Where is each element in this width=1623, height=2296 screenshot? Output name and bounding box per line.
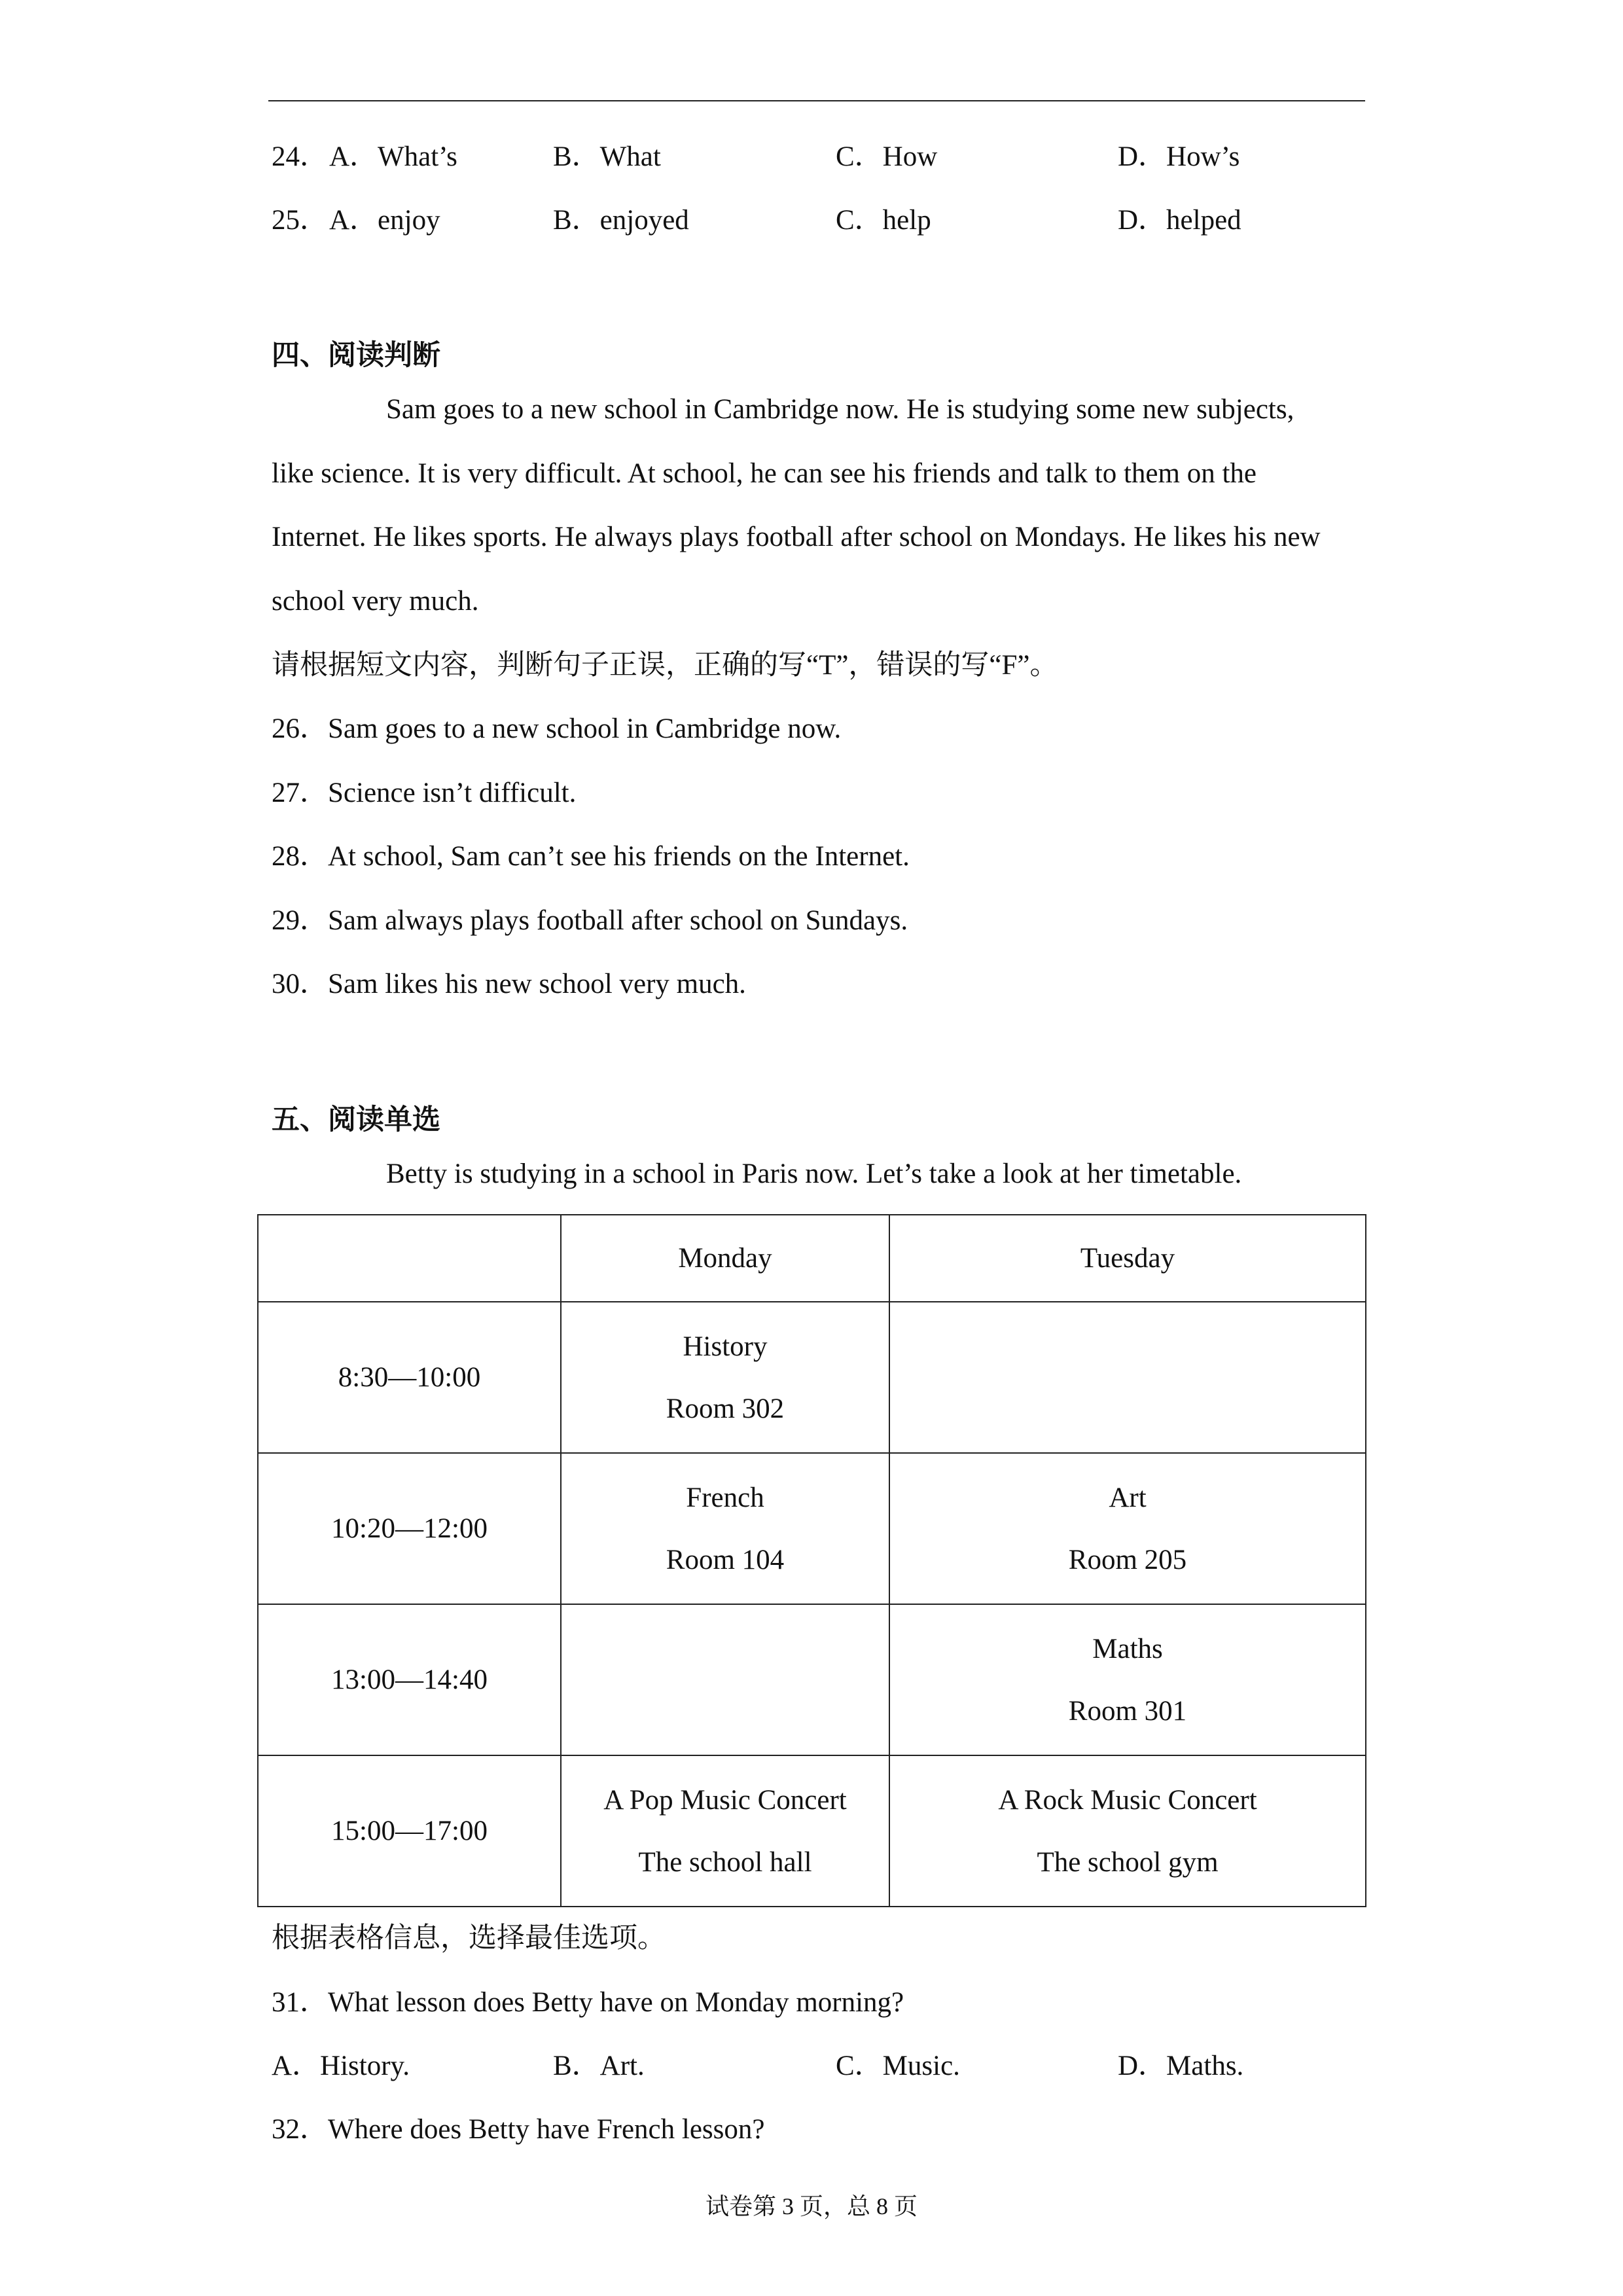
question-31-option-c: C．Music.: [836, 2051, 960, 2081]
timetable-monday-cell: [561, 1302, 889, 1453]
question-24-number: 24．: [272, 141, 328, 172]
question-24-option-a: A．What’s: [329, 141, 457, 172]
question-31-option-a: A．History.: [272, 2051, 410, 2081]
timetable-row: [258, 1453, 1366, 1604]
question-24-option-b: B．What: [553, 141, 661, 172]
question-24-option-d: D．How’s: [1118, 141, 1240, 172]
question-30: 30．Sam likes his new school very much.: [272, 969, 746, 999]
question-24-option-c: C．How: [836, 141, 938, 172]
passage-line-1: Sam goes to a new school in Cambridge now. He is studying some new subjects,: [386, 394, 1294, 425]
timetable-time-cell: 15:00—17:00: [258, 1755, 561, 1907]
timetable-time-cell: 10:20—12:00: [258, 1453, 561, 1604]
section-5-intro: Betty is studying in a school in Paris now. Let’s take a look at her timetable.: [386, 1158, 1242, 1189]
timetable-header-monday: Monday: [561, 1215, 889, 1302]
question-31-option-d: D．Maths.: [1118, 2051, 1244, 2081]
timetable-header-tuesday: Tuesday: [889, 1215, 1366, 1302]
question-31-option-b: B．Art.: [553, 2051, 645, 2081]
timetable-tuesday-cell: [889, 1755, 1366, 1907]
timetable-row: [258, 1604, 1366, 1755]
timetable: [257, 1214, 1366, 1907]
section-5-heading: 五、阅读单选: [272, 1105, 440, 1136]
timetable-tuesday-cell: [889, 1453, 1366, 1604]
cell-place: The school hall: [638, 1846, 812, 1878]
question-25-option-b: B．enjoyed: [553, 205, 689, 236]
section-4-heading: 四、阅读判断: [272, 340, 440, 371]
question-25-option-c: C．help: [836, 205, 931, 236]
timetable-monday-cell: [561, 1604, 889, 1755]
timetable-time-cell: 13:00—14:40: [258, 1604, 561, 1755]
timetable-header-time: [258, 1215, 561, 1302]
page-footer: 试卷第 3 页，总 8 页: [705, 2193, 918, 2219]
header-rule: [268, 100, 1365, 101]
passage-line-2: like science. It is very difficult. At school, he can see his friends and talk to them on the: [272, 458, 1257, 489]
question-25-option-d: D．helped: [1118, 205, 1241, 236]
question-25-option-a: A．enjoy: [329, 205, 440, 236]
timetable-monday-cell: [561, 1453, 889, 1604]
cell-event: A Pop Music Concert: [603, 1784, 847, 1816]
section-5-instruction: 根据表格信息，选择最佳选项。: [272, 1923, 666, 1954]
question-28: 28．At school, Sam can’t see his friends on the Internet.: [272, 841, 910, 872]
cell-subject: History: [683, 1331, 768, 1362]
timetable-time-cell: 8:30—10:00: [258, 1302, 561, 1453]
cell-room: Room 302: [666, 1393, 785, 1424]
timetable-tuesday-cell: [889, 1302, 1366, 1453]
question-26: 26．Sam goes to a new school in Cambridge now.: [272, 713, 842, 744]
timetable-header-row: [258, 1215, 1366, 1302]
timetable-tuesday-cell: [889, 1604, 1366, 1755]
cell-subject: Art: [1109, 1482, 1147, 1513]
passage-line-3: Internet. He likes sports. He always plays football after school on Mondays. He likes his new: [272, 522, 1321, 552]
cell-room: Room 301: [1068, 1695, 1187, 1727]
question-27: 27．Science isn’t difficult.: [272, 778, 577, 808]
question-25-number: 25．: [272, 205, 328, 236]
cell-event: A Rock Music Concert: [998, 1784, 1257, 1816]
cell-subject: Maths: [1092, 1633, 1163, 1664]
cell-place: The school gym: [1037, 1846, 1219, 1878]
question-29: 29．Sam always plays football after school on Sundays.: [272, 905, 908, 936]
question-31-stem: 31．What lesson does Betty have on Monday morning?: [272, 1987, 904, 2018]
timetable-row: [258, 1302, 1366, 1453]
passage-line-4: school very much.: [272, 586, 479, 617]
question-32-stem: 32．Where does Betty have French lesson?: [272, 2114, 765, 2145]
timetable-monday-cell: [561, 1755, 889, 1907]
cell-room: Room 205: [1068, 1544, 1187, 1575]
cell-subject: French: [686, 1482, 764, 1513]
section-4-instruction: 请根据短文内容，判断句子正误，正确的写“T”，错误的写“F”。: [272, 650, 1058, 681]
cell-room: Room 104: [666, 1544, 785, 1575]
timetable-row: [258, 1755, 1366, 1907]
